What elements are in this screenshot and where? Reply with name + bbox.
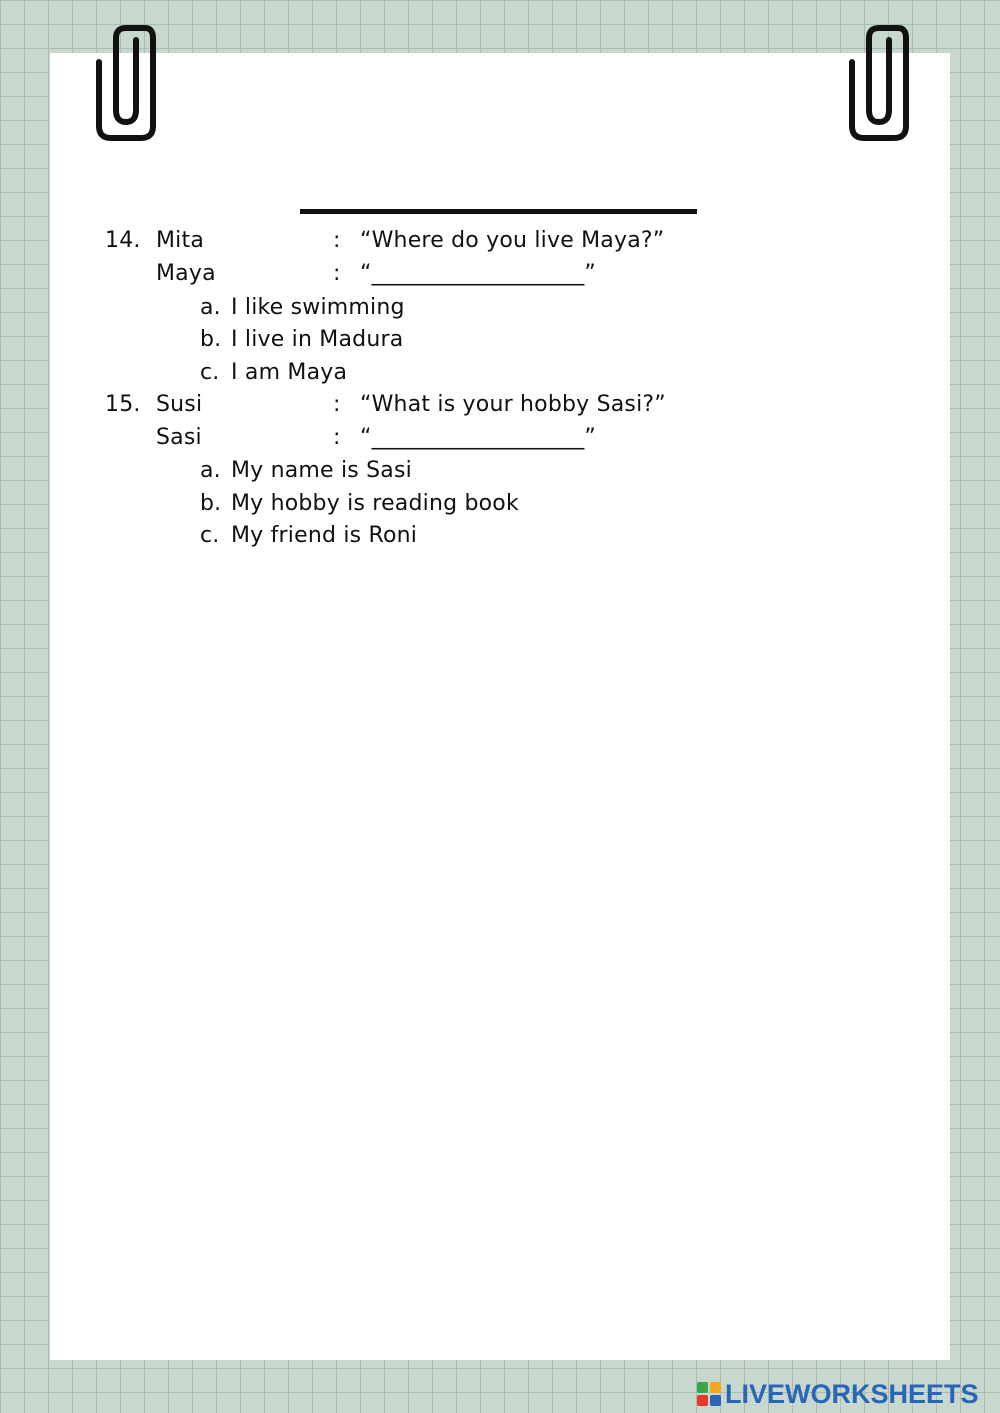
speaker-name: Sasi bbox=[156, 425, 202, 450]
option-letter: b. bbox=[200, 491, 222, 516]
dialogue-text: “Where do you live Maya?” bbox=[360, 228, 665, 253]
question-number: 14. bbox=[105, 228, 141, 253]
dialogue-text: “What is your hobby Sasi?” bbox=[360, 392, 666, 417]
option-letter: a. bbox=[200, 458, 221, 483]
title-rule bbox=[300, 209, 697, 214]
option-text[interactable]: I live in Madura bbox=[231, 327, 404, 352]
option-letter: c. bbox=[200, 523, 220, 548]
colon: : bbox=[333, 261, 341, 286]
brand-name: LIVEWORKSHEETS bbox=[725, 1379, 979, 1409]
colon: : bbox=[333, 228, 341, 253]
paperclip-icon bbox=[95, 22, 157, 142]
paperclip-icon bbox=[848, 22, 910, 142]
option-letter: b. bbox=[200, 327, 222, 352]
liveworksheets-logo-icon bbox=[697, 1382, 721, 1406]
question-number: 15. bbox=[105, 392, 141, 417]
option-text[interactable]: My hobby is reading book bbox=[231, 491, 519, 516]
colon: : bbox=[333, 425, 341, 450]
option-text[interactable]: My name is Sasi bbox=[231, 458, 412, 483]
speaker-name: Mita bbox=[156, 228, 205, 253]
option-letter: c. bbox=[200, 360, 220, 385]
speaker-name: Susi bbox=[156, 392, 203, 417]
speaker-name: Maya bbox=[156, 261, 216, 286]
option-text[interactable]: I like swimming bbox=[231, 295, 405, 320]
liveworksheets-brand[interactable] bbox=[697, 1378, 979, 1410]
answer-blank[interactable]: “___________________” bbox=[360, 261, 596, 286]
colon: : bbox=[333, 392, 341, 417]
answer-blank[interactable]: “___________________” bbox=[360, 425, 596, 450]
option-letter: a. bbox=[200, 295, 221, 320]
option-text[interactable]: I am Maya bbox=[231, 360, 348, 385]
option-text[interactable]: My friend is Roni bbox=[231, 523, 418, 548]
